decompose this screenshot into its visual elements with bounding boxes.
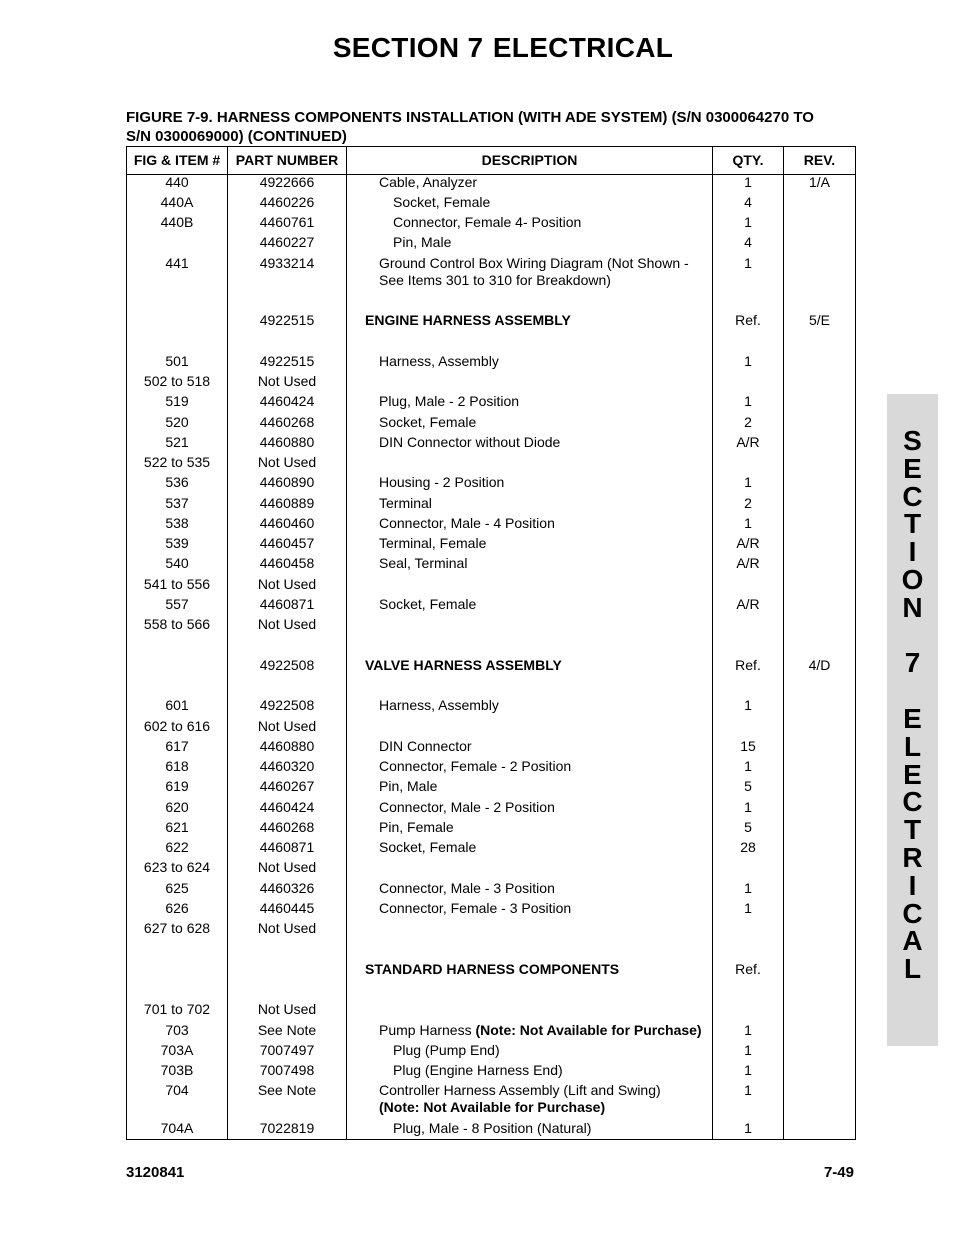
cell-rev: 5/E xyxy=(808,312,830,328)
side-tab-letter: E xyxy=(903,758,922,790)
cell-description xyxy=(379,535,727,552)
header-part-number: PART NUMBER xyxy=(235,152,339,168)
cell-description xyxy=(393,1120,741,1137)
cell-rev: 1/A xyxy=(808,174,830,190)
description-text: Terminal, Female xyxy=(379,535,487,551)
side-tab-letter: E xyxy=(903,452,922,484)
description-text: Connector, Female - 3 Position xyxy=(379,900,572,916)
figure-title-line-1: FIGURE 7-9. HARNESS COMPONENTS INSTALLATION (WITH ADE SYSTEM) (S/N 0300064270 TO xyxy=(126,109,814,126)
cell-qty: 1 xyxy=(744,880,752,896)
cell-item: 440 xyxy=(165,174,189,190)
cell-part-number: Not Used xyxy=(257,454,317,470)
cell-description xyxy=(379,738,727,755)
cell-part-number: 4460268 xyxy=(259,414,315,430)
cell-qty: 4 xyxy=(744,194,752,210)
cell-description xyxy=(379,174,727,191)
doc-number: 3120841 xyxy=(126,1164,185,1181)
description-text: STANDARD HARNESS COMPONENTS xyxy=(365,961,620,977)
cell-part-number: 7007497 xyxy=(259,1042,315,1058)
description-text: Socket, Female xyxy=(379,596,477,612)
cell-item: 622 xyxy=(165,839,189,855)
cell-item: 701 to 702 xyxy=(143,1001,211,1017)
cell-qty: 1 xyxy=(744,474,752,490)
cell-qty: Ref. xyxy=(735,657,761,673)
cell-item: 538 xyxy=(165,515,189,531)
cell-description xyxy=(365,312,713,329)
cell-item: 620 xyxy=(165,799,189,815)
section-heading xyxy=(0,32,954,64)
cell-item: 626 xyxy=(165,900,189,916)
cell-item: 618 xyxy=(165,758,189,774)
description-text: Plug, Male - 2 Position xyxy=(379,393,520,409)
cell-item: 540 xyxy=(165,555,189,571)
side-tab-letter: T xyxy=(903,814,922,846)
cell-item: 601 xyxy=(165,697,189,713)
description-text: Ground Control Box Wiring Diagram (Not Shown - xyxy=(379,255,689,271)
cell-part-number: 4460871 xyxy=(259,596,315,612)
cell-part-number: Not Used xyxy=(257,576,317,592)
figure-title-line-2: S/N 0300069000) (CONTINUED) xyxy=(126,128,347,145)
cell-part-number: Not Used xyxy=(257,616,317,632)
cell-description xyxy=(379,515,727,532)
cell-item: 520 xyxy=(165,414,189,430)
cell-part-number: 4460326 xyxy=(259,880,315,896)
side-tab-letter: C xyxy=(902,786,923,818)
description-text: Socket, Female xyxy=(379,839,477,855)
cell-qty: 1 xyxy=(744,255,752,271)
cell-item: 440A xyxy=(160,194,194,210)
cell-qty: A/R xyxy=(736,535,760,551)
side-tab-letter: L xyxy=(903,953,922,985)
cell-item: 703B xyxy=(160,1062,194,1078)
cell-part-number: 4460227 xyxy=(259,234,315,250)
cell-item: 602 to 616 xyxy=(143,718,211,734)
cell-part-number: 4460458 xyxy=(259,555,315,571)
cell-qty: 1 xyxy=(744,758,752,774)
description-text: Connector, Female - 2 Position xyxy=(379,758,572,774)
cell-part-number: 4460871 xyxy=(259,839,315,855)
cell-qty: 1 xyxy=(744,1062,752,1078)
description-note: (Note: Not Available for Purchase) xyxy=(379,1099,606,1115)
cell-description xyxy=(393,234,741,251)
cell-qty: 15 xyxy=(740,738,756,754)
cell-item: 558 to 566 xyxy=(143,616,211,632)
cell-part-number: 7022819 xyxy=(259,1120,315,1136)
cell-item: 501 xyxy=(165,353,189,369)
cell-description xyxy=(379,900,727,917)
cell-part-number: 4922515 xyxy=(259,353,315,369)
cell-qty: A/R xyxy=(736,555,760,571)
cell-item: 627 to 628 xyxy=(143,920,211,936)
header-rev: REV. xyxy=(803,152,836,168)
cell-description xyxy=(379,799,727,816)
cell-description xyxy=(379,414,727,431)
parts-table xyxy=(126,146,856,1140)
cell-description xyxy=(379,596,727,613)
cell-part-number: 4460460 xyxy=(259,515,315,531)
cell-description xyxy=(379,1082,727,1116)
cell-description xyxy=(379,819,727,836)
cell-item: 441 xyxy=(165,255,189,271)
description-text: Pin, Male xyxy=(379,778,438,794)
side-tab-letter: S xyxy=(903,425,922,456)
cell-description xyxy=(379,393,727,410)
cell-qty: 5 xyxy=(744,819,752,835)
description-text: Plug (Engine Harness End) xyxy=(393,1062,563,1078)
cell-part-number: 7007498 xyxy=(259,1062,315,1078)
column-divider xyxy=(712,147,713,1139)
cell-item: 521 xyxy=(165,434,189,450)
cell-qty: 5 xyxy=(744,778,752,794)
cell-part-number: See Note xyxy=(257,1082,317,1098)
cell-qty: Ref. xyxy=(735,312,761,328)
figure-title xyxy=(126,108,866,146)
cell-part-number: 4460445 xyxy=(259,900,315,916)
cell-description xyxy=(379,555,727,572)
side-tab-letter: T xyxy=(903,508,922,540)
cell-qty: 1 xyxy=(744,353,752,369)
side-tab-letter: I xyxy=(908,869,917,901)
cell-qty: 1 xyxy=(744,1120,752,1136)
cell-item: 619 xyxy=(165,778,189,794)
cell-part-number: 4460457 xyxy=(259,535,315,551)
cell-item: 537 xyxy=(165,495,189,511)
description-text: Pin, Female xyxy=(379,819,454,835)
cell-item: 704 xyxy=(165,1082,189,1098)
column-divider xyxy=(227,147,228,1139)
cell-part-number: Not Used xyxy=(257,859,317,875)
column-divider xyxy=(783,147,784,1139)
cell-item: 539 xyxy=(165,535,189,551)
side-tab-letter: L xyxy=(903,730,922,762)
cell-qty: 1 xyxy=(744,1042,752,1058)
cell-item: 536 xyxy=(165,474,189,490)
cell-part-number: 4460268 xyxy=(259,819,315,835)
cell-description xyxy=(393,1062,741,1079)
cell-part-number: 4460267 xyxy=(259,778,315,794)
side-tab-letter: O xyxy=(901,564,924,595)
cell-part-number: 4922666 xyxy=(259,174,315,190)
cell-item: 541 to 556 xyxy=(143,576,211,592)
cell-qty: 2 xyxy=(744,414,752,430)
page-number: 7-49 xyxy=(823,1164,854,1181)
cell-item: 502 to 518 xyxy=(143,373,211,389)
cell-item: 617 xyxy=(165,738,189,754)
description-text: VALVE HARNESS ASSEMBLY xyxy=(365,657,562,673)
cell-description xyxy=(379,353,727,370)
cell-description xyxy=(393,1042,741,1059)
cell-description xyxy=(379,778,727,795)
cell-description xyxy=(365,961,713,978)
cell-qty: A/R xyxy=(736,434,760,450)
column-divider xyxy=(346,147,347,1139)
cell-item: 703 xyxy=(165,1022,189,1038)
cell-part-number: 4460880 xyxy=(259,434,315,450)
description-text: Plug, Male - 8 Position (Natural) xyxy=(393,1120,592,1136)
cell-part-number: Not Used xyxy=(257,718,317,734)
cell-part-number: 4460890 xyxy=(259,474,315,490)
cell-qty: 4 xyxy=(744,234,752,250)
cell-item: 557 xyxy=(165,596,189,612)
description-text: Housing - 2 Position xyxy=(379,474,505,490)
description-note: (Note: Not Available for Purchase) xyxy=(475,1022,702,1038)
side-tab-letter: I xyxy=(908,536,917,568)
cell-part-number: 4922508 xyxy=(259,657,315,673)
description-text: Seal, Terminal xyxy=(379,555,468,571)
description-text: Connector, Male - 2 Position xyxy=(379,799,555,815)
cell-description xyxy=(379,880,727,897)
description-line-2: See Items 301 to 310 for Breakdown) xyxy=(379,272,611,288)
cell-qty: 1 xyxy=(744,393,752,409)
cell-description xyxy=(393,194,741,211)
description-text: Harness, Assembly xyxy=(379,353,499,369)
description-text: DIN Connector without Diode xyxy=(379,434,561,450)
cell-description xyxy=(379,495,727,512)
cell-item: 440B xyxy=(160,214,194,230)
cell-item: 704A xyxy=(160,1120,194,1136)
description-text: Plug (Pump End) xyxy=(393,1042,500,1058)
header-qty: QTY. xyxy=(732,152,764,168)
side-tab-letter: C xyxy=(902,897,923,929)
cell-item: 623 to 624 xyxy=(143,859,211,875)
header-description: DESCRIPTION xyxy=(481,152,578,168)
cell-item: 522 to 535 xyxy=(143,454,211,470)
cell-qty: 1 xyxy=(744,697,752,713)
cell-qty: 1 xyxy=(744,515,752,531)
description-text: DIN Connector xyxy=(379,738,472,754)
description-text: Pin, Male xyxy=(393,234,452,250)
section-number: SECTION 7 xyxy=(332,32,484,63)
description-text: Socket, Female xyxy=(379,414,477,430)
side-tab-letter: N xyxy=(902,591,923,623)
description-text: Terminal xyxy=(379,495,432,511)
cell-part-number: Not Used xyxy=(257,1001,317,1017)
cell-description xyxy=(379,1022,727,1039)
cell-part-number: Not Used xyxy=(257,920,317,936)
side-tab-letter: A xyxy=(902,925,923,957)
cell-item: 625 xyxy=(165,880,189,896)
cell-qty: 1 xyxy=(744,1022,752,1038)
side-tab-letter: E xyxy=(903,703,922,734)
cell-item: 519 xyxy=(165,393,189,409)
cell-qty: 1 xyxy=(744,1082,752,1098)
cell-part-number: 4460320 xyxy=(259,758,315,774)
cell-description xyxy=(379,474,727,491)
cell-part-number: 4922508 xyxy=(259,697,315,713)
cell-description xyxy=(379,697,727,714)
cell-item: 703A xyxy=(160,1042,194,1058)
header-fig-item: FIG & ITEM # xyxy=(133,152,221,168)
cell-part-number: 4922515 xyxy=(259,312,315,328)
cell-part-number: 4933214 xyxy=(259,255,315,271)
description-text: Harness, Assembly xyxy=(379,697,499,713)
cell-part-number: Not Used xyxy=(257,373,317,389)
description-text: Pump Harness xyxy=(379,1022,476,1038)
cell-qty: 28 xyxy=(740,839,756,855)
description-text: Connector, Male - 4 Position xyxy=(379,515,555,531)
description-text: Controller Harness Assembly (Lift and Swing) xyxy=(379,1082,661,1098)
description-text: ENGINE HARNESS ASSEMBLY xyxy=(365,312,571,328)
side-tab-letter: R xyxy=(902,842,923,873)
cell-qty: A/R xyxy=(736,596,760,612)
section-name: ELECTRICAL xyxy=(492,32,674,63)
cell-description xyxy=(365,657,713,674)
cell-part-number: 4460889 xyxy=(259,495,315,511)
section-side-tab xyxy=(887,394,938,1046)
cell-part-number: 4460424 xyxy=(259,393,315,409)
description-text: Connector, Female 4- Position xyxy=(393,214,582,230)
cell-qty: 2 xyxy=(744,495,752,511)
cell-part-number: 4460761 xyxy=(259,214,315,230)
cell-part-number: See Note xyxy=(257,1022,317,1038)
cell-description xyxy=(393,214,741,231)
cell-qty: 1 xyxy=(744,900,752,916)
description-text: Cable, Analyzer xyxy=(379,174,478,190)
cell-description xyxy=(379,434,727,451)
side-tab-letter: 7 xyxy=(904,647,921,679)
description-text: Connector, Male - 3 Position xyxy=(379,880,555,896)
cell-part-number: 4460226 xyxy=(259,194,315,210)
cell-item: 621 xyxy=(165,819,189,835)
cell-qty: 1 xyxy=(744,214,752,230)
cell-description xyxy=(379,758,727,775)
cell-part-number: 4460880 xyxy=(259,738,315,754)
cell-description xyxy=(379,839,727,856)
cell-qty: Ref. xyxy=(735,961,761,977)
side-tab-letter: C xyxy=(902,480,923,512)
cell-rev: 4/D xyxy=(808,657,831,673)
description-text: Socket, Female xyxy=(393,194,491,210)
cell-part-number: 4460424 xyxy=(259,799,315,815)
cell-qty: 1 xyxy=(744,799,752,815)
cell-description xyxy=(379,255,727,289)
cell-qty: 1 xyxy=(744,174,752,190)
